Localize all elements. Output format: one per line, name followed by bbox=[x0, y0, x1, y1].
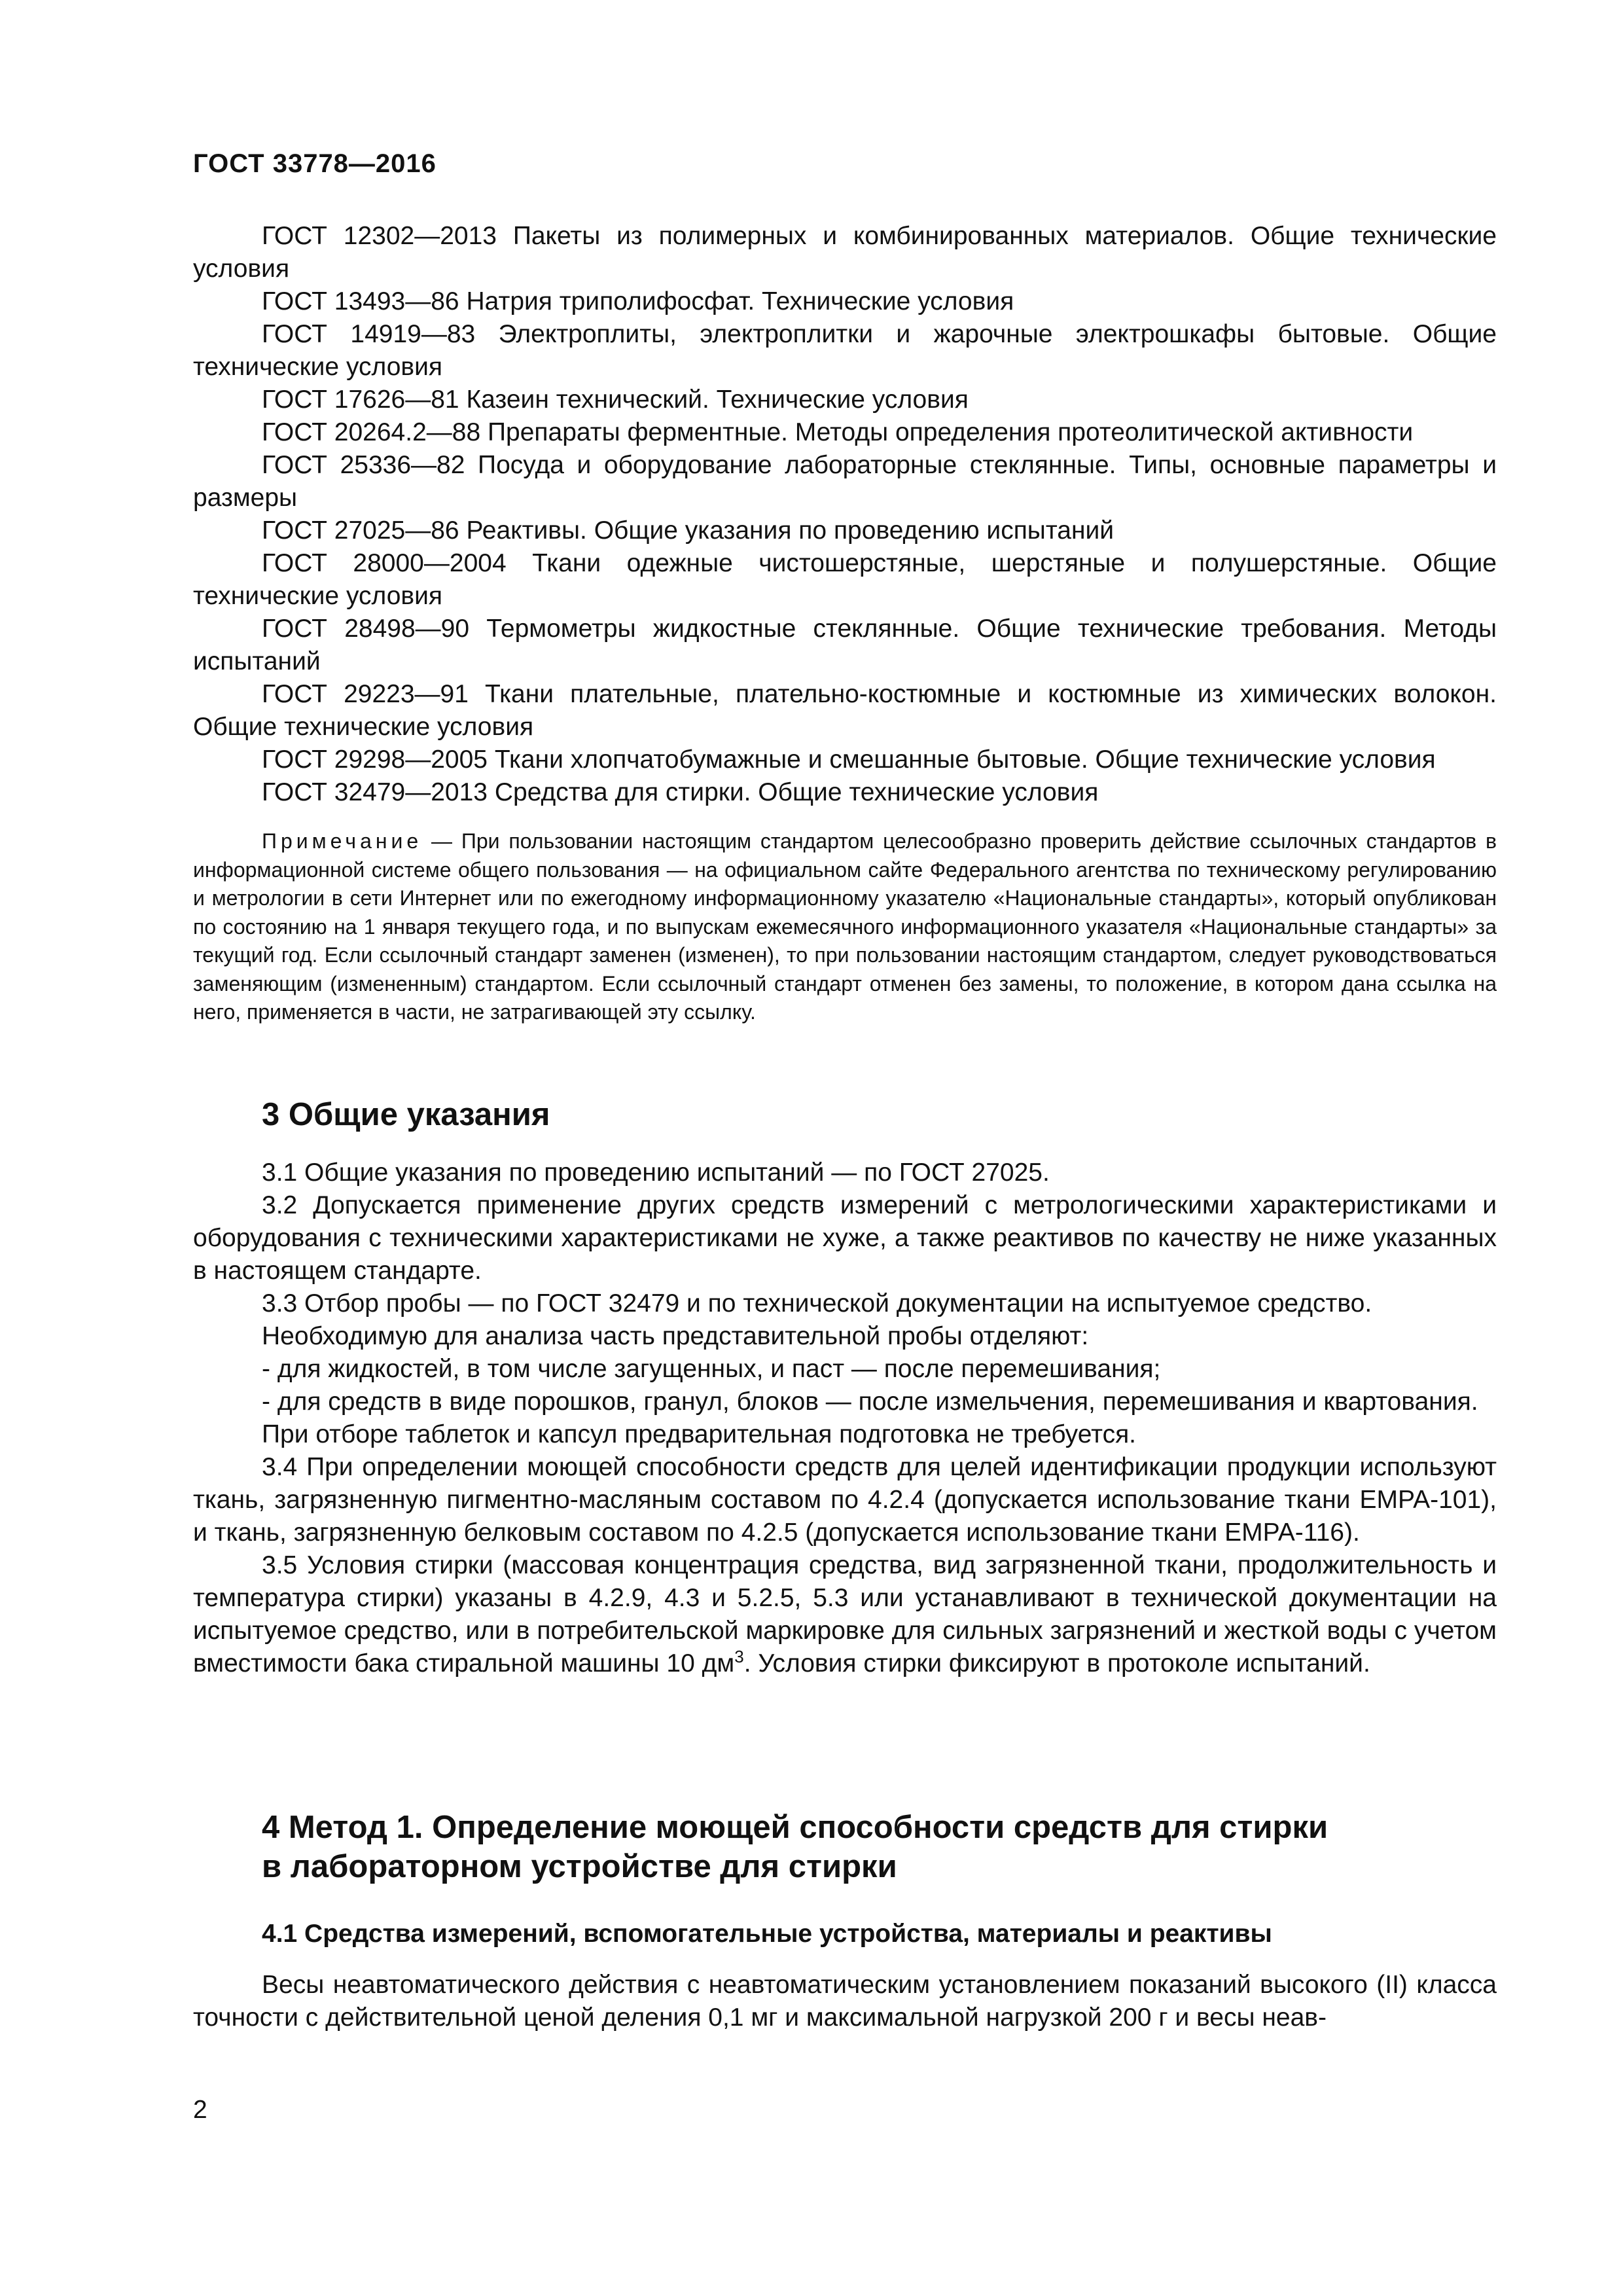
superscript: 3 bbox=[734, 1647, 744, 1666]
reference-item: ГОСТ 20264.2—88 Препараты ферментные. Методы определения протеолитической активности bbox=[262, 418, 1414, 446]
list-item: - для средств в виде порошков, гранул, блоков — после измельчения, перемешивания и квартования. bbox=[262, 1388, 1478, 1416]
reference-item: ГОСТ 29298—2005 Ткани хлопчатобумажные и смешанные бытовые. Общие технические условия bbox=[262, 745, 1436, 774]
section-4-title-line2: в лабораторном устройстве для стирки bbox=[262, 1849, 897, 1884]
page-number: 2 bbox=[193, 2096, 207, 2124]
section-3-body bbox=[193, 1157, 1497, 1680]
reference-item: ГОСТ 27025—86 Реактивы. Общие указания по проведению испытаний bbox=[262, 516, 1115, 545]
subsection-4-1-body bbox=[193, 1969, 1497, 2034]
paragraph: 3.2 Допускается применение других средств измерений с метрологическими характеристиками и оборудования с техническими характеристиками не хуже, а также реактивов по качеству не ниже указанных в настоящем стандарте. bbox=[193, 1191, 1497, 1285]
note-paragraph bbox=[193, 827, 1497, 1027]
reference-item: ГОСТ 17626—81 Казеин технический. Технические условия bbox=[262, 386, 969, 414]
paragraph: 3.4 При определении моющей способности средств для целей идентификации продукции используют ткань, загрязненную пигментно-масляным составом по 4.2.4 (допускается использование ткани EMPA-101), и ткань, загрязненную белковым составом по 4.2.5 (допускается использование ткани EMPA-116). bbox=[193, 1453, 1497, 1547]
paragraph: При отборе таблеток и капсул предварительная подготовка не требуется. bbox=[262, 1420, 1137, 1448]
reference-item: ГОСТ 14919—83 Электроплиты, электроплитки и жарочные электрошкафы бытовые. Общие технические условия bbox=[193, 320, 1497, 381]
paragraph: 3.1 Общие указания по проведению испытаний — по ГОСТ 27025. bbox=[262, 1158, 1050, 1187]
section-4-title-line1: 4 Метод 1. Определение моющей способности средств для стирки bbox=[262, 1810, 1329, 1845]
reference-item: ГОСТ 25336—82 Посуда и оборудование лабораторные стеклянные. Типы, основные параметры и размеры bbox=[193, 451, 1497, 512]
document-header: ГОСТ 33778—2016 bbox=[193, 149, 437, 178]
reference-item: ГОСТ 28000—2004 Ткани одежные чистошерстяные, шерстяные и полушерстяные. Общие технические условия bbox=[193, 549, 1497, 610]
paragraph-3-5-tail: . Условия стирки фиксируют в протоколе испытаний. bbox=[743, 1649, 1370, 1677]
paragraph-3-5 bbox=[193, 1549, 1497, 1680]
reference-item: ГОСТ 29223—91 Ткани плательные, плательно-костюмные и костюмные из химических волокон. Общие технические условия bbox=[193, 680, 1497, 741]
reference-item: ГОСТ 32479—2013 Средства для стирки. Общие технические условия bbox=[262, 778, 1099, 806]
section-3-title: 3 Общие указания bbox=[262, 1097, 550, 1132]
subsection-4-1-title: 4.1 Средства измерений, вспомогательные устройства, материалы и реактивы bbox=[262, 1920, 1272, 1948]
reference-item: ГОСТ 12302—2013 Пакеты из полимерных и комбинированных материалов. Общие технические условия bbox=[193, 222, 1497, 283]
paragraph: Весы неавтоматического действия с неавтоматическим установлением показаний высокого (II) класса точности с действительной ценой деления 0,1 мг и максимальной нагрузкой 200 г и весы неав- bbox=[193, 1971, 1497, 2032]
reference-item: ГОСТ 28498—90 Термометры жидкостные стеклянные. Общие технические требования. Методы испытаний bbox=[193, 615, 1497, 675]
reference-item: ГОСТ 13493—86 Натрия триполифосфат. Технические условия bbox=[262, 287, 1014, 315]
list-item: - для жидкостей, в том числе загущенных, и паст — после перемешивания; bbox=[262, 1355, 1161, 1383]
paragraph: 3.3 Отбор пробы — по ГОСТ 32479 и по технической документации на испытуемое средство. bbox=[262, 1289, 1372, 1318]
paragraph-3-5-text: 3.5 Условия стирки (массовая концентрация средства, вид загрязненной ткани, продолжительность и температура стирки) указаны в 4.2.9, 4.3 и 5.2.5, 5.3 или устанавливают в технической документации на испытуемое средство, или в потребительской маркировке для сильных загрязнений и жесткой воды с учетом вместимости бака стиральной машины 10 дм bbox=[193, 1551, 1497, 1677]
paragraph: Необходимую для анализа часть представительной пробы отделяют: bbox=[262, 1322, 1089, 1350]
normative-references-list bbox=[193, 220, 1497, 809]
section-4-title bbox=[262, 1808, 1328, 1886]
note-text: — При пользовании настоящим стандартом целесообразно проверить действие ссылочных стандартов в информационной системе общего пользования — на официальном сайте Федерального агентства по техническому регулированию и метрологии в сети Интернет или по ежегодному информационному указателю «Национальные стандарты», который опубликован по состоянию на 1 января текущего года, и по выпускам ежемесячного информационного указателя «Национальные стандарты» за текущий год. Если ссылочный стандарт заменен (изменен), то при пользовании настоящим стандартом, следует руководствоваться заменяющим (измененным) стандартом. Если ссылочный стандарт отменен без замены, то положение, в котором дана ссылка на него, применяется в части, не затрагивающей эту ссылку. bbox=[193, 829, 1497, 1024]
note-label: Примечание bbox=[262, 829, 423, 853]
